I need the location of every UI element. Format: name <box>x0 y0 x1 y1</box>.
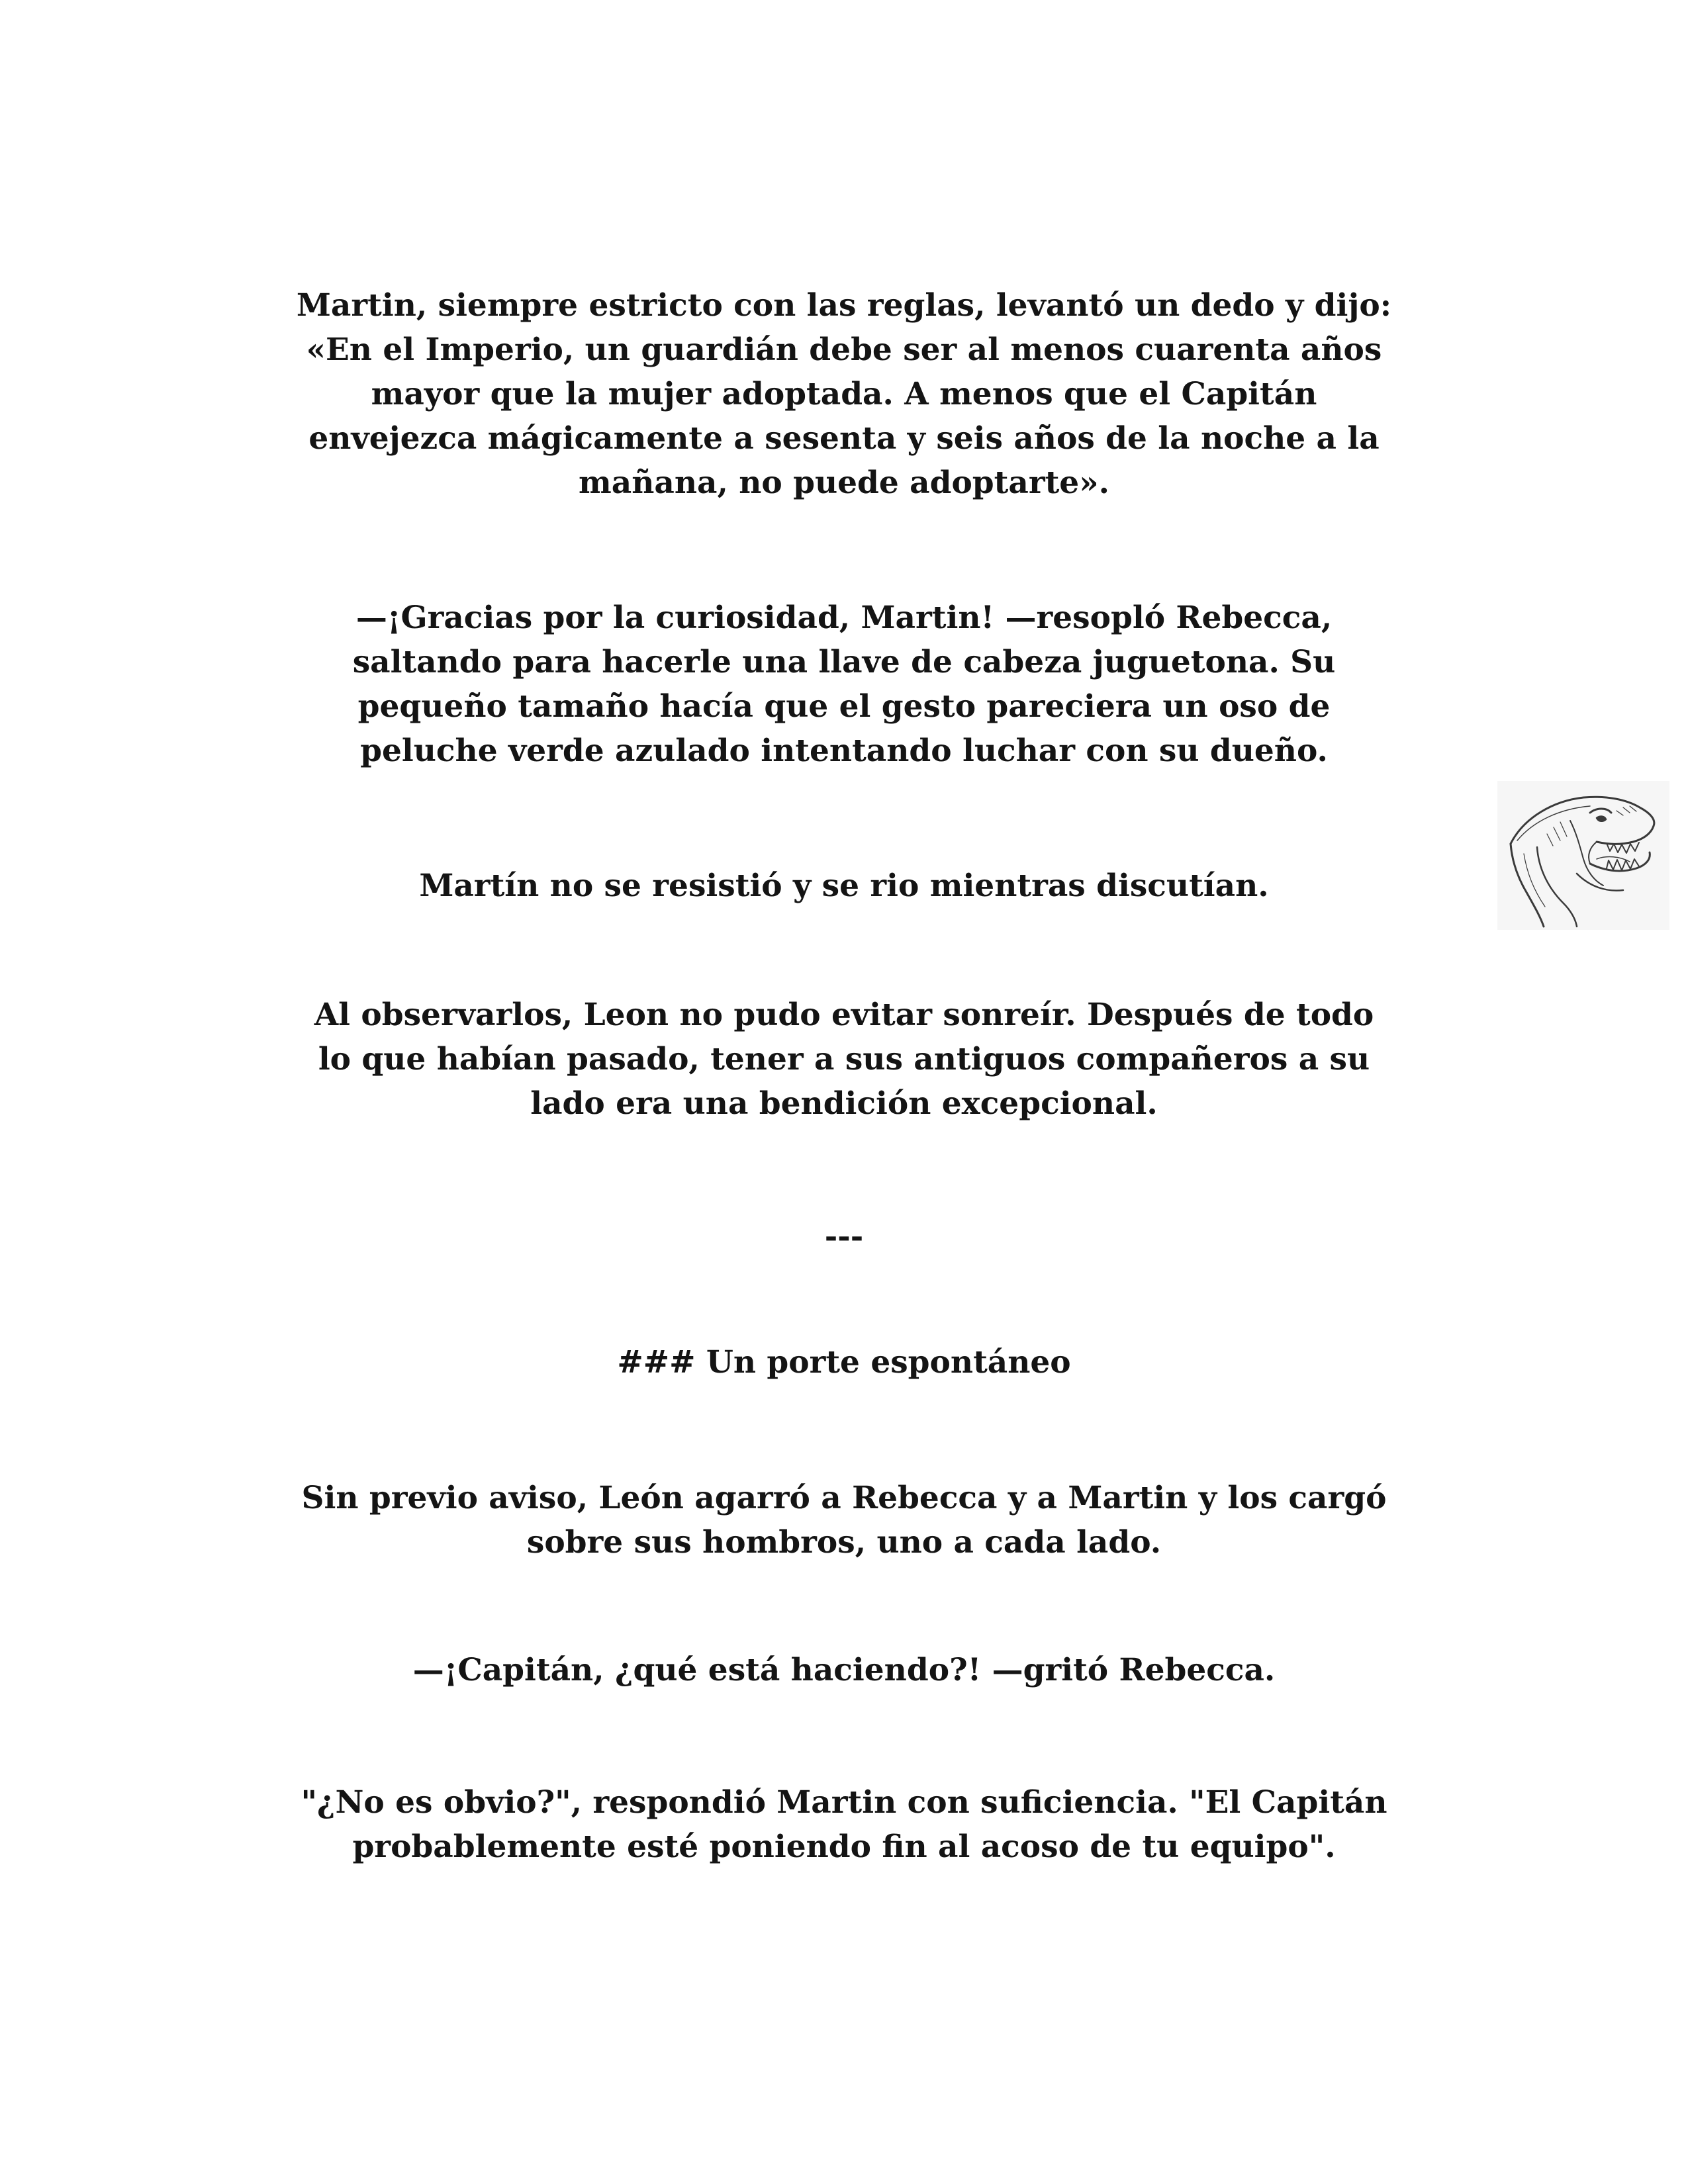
text-line: mayor que la mujer adoptada. A menos que el Capitán <box>371 376 1317 412</box>
paragraph-martin-rules <box>218 283 1470 505</box>
text-line: "¿No es obvio?", respondió Martin con suficiencia. "El Capitán <box>301 1784 1387 1821</box>
paragraph-rebecca-shouts <box>218 1648 1470 1692</box>
dinosaur-head-sketch-icon <box>1497 781 1669 930</box>
text-line: —¡Capitán, ¿qué está haciendo?! —gritó Rebecca. <box>412 1652 1276 1688</box>
text-line: lado era una bendición excepcional. <box>530 1085 1158 1122</box>
section-heading <box>218 1340 1470 1385</box>
paragraph-leon-carries <box>218 1476 1470 1565</box>
heading-text: ### Un porte espontáneo <box>617 1344 1071 1381</box>
text-line: sobre sus hombros, uno a cada lado. <box>526 1524 1162 1561</box>
text-line: pequeño tamaño hacía que el gesto pareciera un oso de <box>357 688 1331 725</box>
separator-text: --- <box>824 1218 864 1255</box>
text-line: Martín no se resistió y se rio mientras discutían. <box>419 868 1269 904</box>
text-line: Martin, siempre estricto con las reglas, levantó un dedo y dijo: <box>296 287 1392 324</box>
section-separator <box>218 1214 1470 1259</box>
text-line: lo que habían pasado, tener a sus antiguos compañeros a su <box>318 1041 1370 1077</box>
text-line: saltando para hacerle una llave de cabeza juguetona. Su <box>352 644 1336 680</box>
paragraph-leon-smiles <box>218 993 1470 1126</box>
text-line: —¡Gracias por la curiosidad, Martin! —resopló Rebecca, <box>355 600 1333 636</box>
text-line: mañana, no puede adoptarte». <box>579 465 1109 501</box>
paragraph-martin-responds <box>218 1780 1470 1869</box>
text-line: envejezca mágicamente a sesenta y seis años de la noche a la <box>308 420 1380 457</box>
text-line: «En el Imperio, un guardián debe ser al menos cuarenta años <box>306 332 1382 368</box>
text-line: Al observarlos, Leon no pudo evitar sonreír. Después de todo <box>314 997 1374 1033</box>
text-line: probablemente esté poniendo fin al acoso de tu equipo". <box>352 1829 1336 1865</box>
paragraph-martin-laughs <box>218 864 1470 908</box>
paragraph-rebecca-headlock <box>218 596 1470 773</box>
text-line: peluche verde azulado intentando luchar con su dueño. <box>360 733 1328 769</box>
text-line: Sin previo aviso, León agarró a Rebecca y a Martin y los cargó <box>301 1480 1387 1516</box>
